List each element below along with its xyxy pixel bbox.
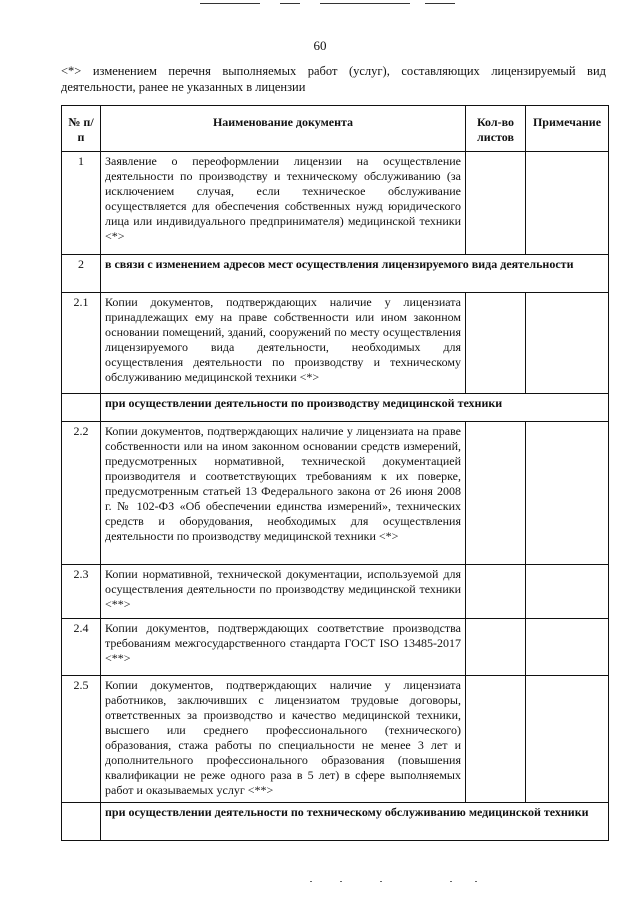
row-sheet-count <box>466 565 526 619</box>
documents-table <box>61 105 609 841</box>
row-note <box>526 422 609 565</box>
row-document-name: Копии документов, подтверждающих наличие у лицензиата работников, заключивших с лицензиатом трудовые договоры, ответственных за производство и качество медицинской техники, высшего или среднего профессионального (технического) образования, стажа работы по специальности не менее 3 лет и дополнительного профессионального образования (повышения квалификации не реже одного раза в 5 лет) в сфере выполняемых работ и оказываемых услуг <**> <box>101 676 466 803</box>
scan-artifact-bottom <box>300 879 500 885</box>
row-sheet-count <box>466 619 526 676</box>
row-note <box>526 152 609 255</box>
row-sheet-count <box>466 676 526 803</box>
row-note <box>526 293 609 394</box>
header-sheet-count: Кол-во листов <box>466 106 526 152</box>
table-section-row <box>62 803 609 841</box>
header-number: № п/п <box>62 106 101 152</box>
header-document-name: Наименование документа <box>101 106 466 152</box>
table-section-row <box>62 394 609 422</box>
row-number: 2.5 <box>62 676 101 803</box>
scan-artifact-top <box>180 0 460 12</box>
row-sheet-count <box>466 422 526 565</box>
page-number: 60 <box>313 38 327 53</box>
table-header-row <box>62 106 609 152</box>
section-heading: при осуществлении деятельности по техническому обслуживанию медицинской техники <box>101 803 609 841</box>
table-row <box>62 676 609 803</box>
intro-paragraph: <*> изменением перечня выполняемых работ (услуг), составляющих лицензируемый вид деятельности, ранее не указанных в лицензии <box>61 64 606 94</box>
table-row <box>62 152 609 255</box>
row-sheet-count <box>466 152 526 255</box>
row-number: 2.3 <box>62 565 101 619</box>
table-row <box>62 293 609 394</box>
header-note: Примечание <box>526 106 609 152</box>
row-number: 2 <box>62 255 101 293</box>
row-note <box>526 619 609 676</box>
row-note <box>526 565 609 619</box>
row-number: 2.4 <box>62 619 101 676</box>
section-heading: при осуществлении деятельности по производству медицинской техники <box>101 394 609 422</box>
row-number: 1 <box>62 152 101 255</box>
table-row <box>62 619 609 676</box>
row-sheet-count <box>466 293 526 394</box>
table-row <box>62 565 609 619</box>
row-document-name: Заявление о переоформлении лицензии на осуществление деятельности по производству и техническому обслуживанию (за исключением случая, если техническое обслуживание осуществляется для обеспечения собственных нужд юридического лица или индивидуального предпринимателя) медицинской техники <*> <box>101 152 466 255</box>
table-section-row <box>62 255 609 293</box>
row-number <box>62 803 101 841</box>
row-document-name: Копии документов, подтверждающих соответствие производства требованиям межгосударственного стандарта ГОСТ ISO 13485-2017 <**> <box>101 619 466 676</box>
row-number <box>62 394 101 422</box>
row-number: 2.2 <box>62 422 101 565</box>
row-document-name: Копии документов, подтверждающих наличие у лицензиата принадлежащих ему на праве собственности или ином законном основании помещений, зданий, сооружений по месту осуществления лицензируемого вида деятельности, необходимых для осуществления деятельности по производству и техническому обслуживанию медицинской техники <*> <box>101 293 466 394</box>
row-document-name: Копии документов, подтверждающих наличие у лицензиата на праве собственности или на ином законном основании средств измерений, предусмотренных нормативной, технической документацией производителя и соответствующих требованиям к их поверке, предусмотренным статьей 13 Федерального закона от 26 июня 2008 г. № 102-ФЗ «Об обеспечении единства измерений», технических средств и оборудования, необходимых для осуществления деятельности по производству медицинской техники <*> <box>101 422 466 565</box>
section-heading: в связи с изменением адресов мест осуществления лицензируемого вида деятельности <box>101 255 609 293</box>
row-document-name: Копии нормативной, технической документации, используемой для осуществления деятельности по производству медицинской техники <**> <box>101 565 466 619</box>
row-number: 2.1 <box>62 293 101 394</box>
table-row <box>62 422 609 565</box>
row-note <box>526 676 609 803</box>
